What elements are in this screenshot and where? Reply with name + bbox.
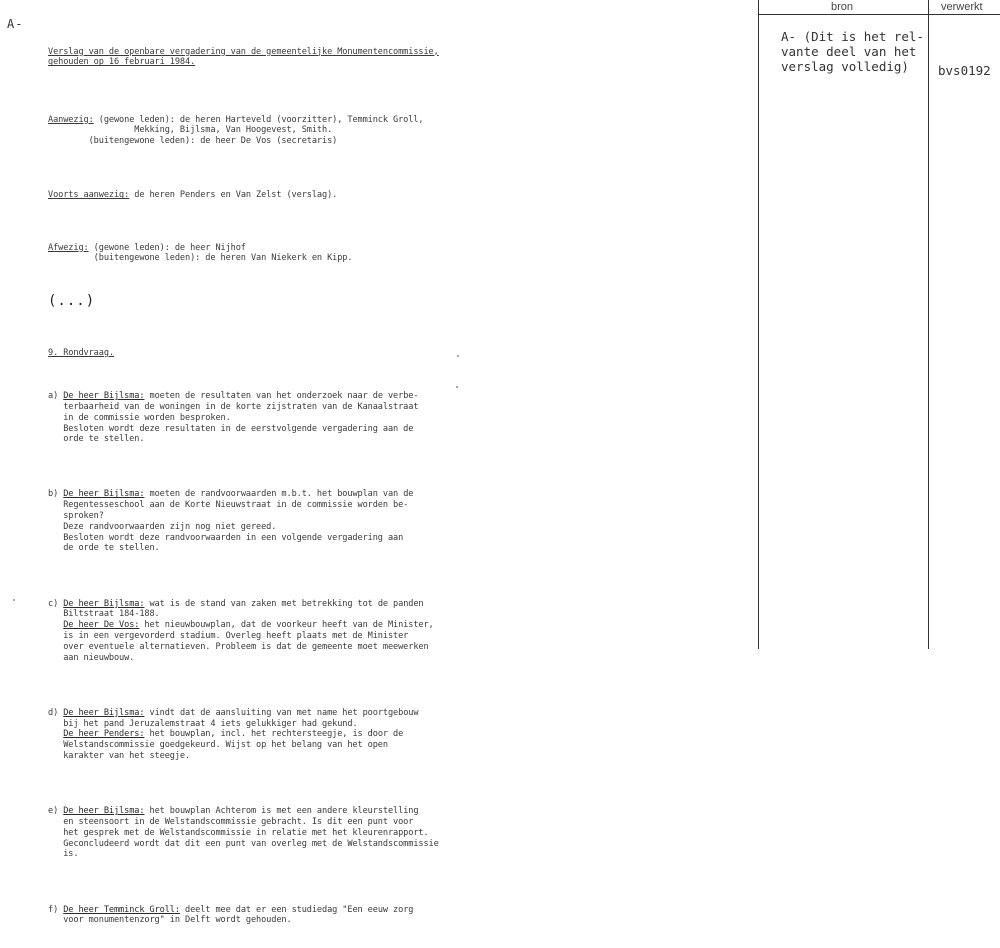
aanwezig-line: Mekking, Bijlsma, Van Hoogevest, Smith. <box>48 125 333 136</box>
document-title <box>48 47 468 69</box>
header-rule <box>758 14 1000 15</box>
attendees-absent <box>48 243 468 265</box>
speaker-name: De heer De Vos: <box>63 620 140 631</box>
speck <box>456 386 458 388</box>
omission-ellipsis: (...) <box>48 292 96 309</box>
attendees-also-present <box>48 190 468 201</box>
rondvraag-item-a: a) De heer Bijlsma: moeten de resultaten van het onderzoek naar de verbe- terbaarheid van de woningen in de korte zijstraten van de Kanaalstraat in de commissie worden besproken. Besloten wordt deze resultaten in de eerstvolgende vergadering aan de orde te stellen. <box>48 391 419 445</box>
rondvraag-item-e: e) De heer Bijlsma: het bouwplan Achterom is met een andere kleurstelling en steensoort in de Welstandscommissie gebracht. Is dit een punt voor het gesprek met de Welstandscommissie in relatie met het kleurenrapport. Geconcludeerd wordt dat dit een punt van overleg met de Welstandscommissie is. <box>48 806 439 860</box>
rondvraag-item-b: b) De heer Bijlsma: moeten de randvoorwaarden m.b.t. het bouwplan van de Regentesseschool aan de Korte Nieuwstraat in de commissie worden be- sproken? Deze randvoorwaarden zijn nog niet gereed. Besloten wordt deze randvoorwaarden in een volgende vergadering aan de orde te stellen. <box>48 489 414 554</box>
rondvraag-item-d: d) De heer Bijlsma: vindt dat de aansluiting van met name het poortgebouw bij het pand Jeruzalemstraat 4 iets gelukkiger had gekund. De heer Penders: het bouwplan, incl. het rechtersteegje, is door de Welstandscommissie goedgekeurd. Wijst op het belang van het open karakter van het steegje. <box>48 707 419 762</box>
speaker-name: De heer Penders: <box>63 729 145 740</box>
aanwezig-line: (buitengewone leden): de heer De Vos (secretaris) <box>48 136 338 147</box>
aanwezig-label: Aanwezig: <box>48 114 94 125</box>
speaker-name: De heer Bijlsma: <box>63 707 145 718</box>
speck <box>13 599 15 601</box>
rondvraag-heading: 9. Rondvraag. <box>48 347 114 358</box>
voorts-label: Voorts aanwezig: <box>48 190 130 201</box>
speaker-name: De heer Bijlsma: <box>63 489 145 500</box>
title-line: Verslag van de openbare vergadering van de gemeentelijke Monumentencommissie, <box>48 46 439 57</box>
aanwezig-line: (gewone leden): de heren Harteveld (voorzitter), Temminck Groll, <box>93 114 424 125</box>
speaker-name: De heer Bijlsma: <box>63 806 145 817</box>
column-header-bron: bron <box>831 1 854 13</box>
attendees-present <box>48 115 468 147</box>
column-header-verwerkt: verwerkt <box>941 1 983 13</box>
afwezig-line: (gewone leden): de heer Nijhof <box>88 242 246 253</box>
voorts-text: de heren Penders en Van Zelst (verslag). <box>129 190 338 201</box>
source-note: A- (Dit is het rel- vante deel van het verslag volledig) <box>781 29 924 74</box>
column-divider <box>758 0 759 649</box>
processed-code: bvs0192 <box>938 63 991 78</box>
title-line: gehouden op 16 februari 1984. <box>48 57 196 68</box>
rondvraag-item-c: c) De heer Bijlsma: wat is de stand van zaken met betrekking tot de panden Biltstraat 184-188. De heer De Vos: het nieuwbouwplan, dat de voorkeur heeft van de Minister, is in een vergevorderd stadium. Overleg heeft plaats met de Minister over eventuele alternatieven. Probleem is dat de gemeente moet meewerken aan nieuwbouw. <box>48 598 434 663</box>
speaker-name: De heer Bijlsma: <box>63 598 145 609</box>
section-marker: A- <box>7 17 24 31</box>
document-body <box>48 25 468 948</box>
speaker-name: De heer Bijlsma: <box>63 391 145 402</box>
afwezig-line: (buitengewone leden): de heren Van Niekerk en Kipp. <box>48 253 353 264</box>
column-divider <box>928 0 929 649</box>
speck <box>457 355 459 357</box>
speaker-name: De heer Temminck Groll: <box>63 904 180 915</box>
afwezig-label: Afwezig: <box>48 242 89 253</box>
rondvraag-item-f: f) De heer Temminck Groll: deelt mee dat er een studiedag "Een eeuw zorg voor monumentenzorg" in Delft wordt gehouden. <box>48 904 414 926</box>
